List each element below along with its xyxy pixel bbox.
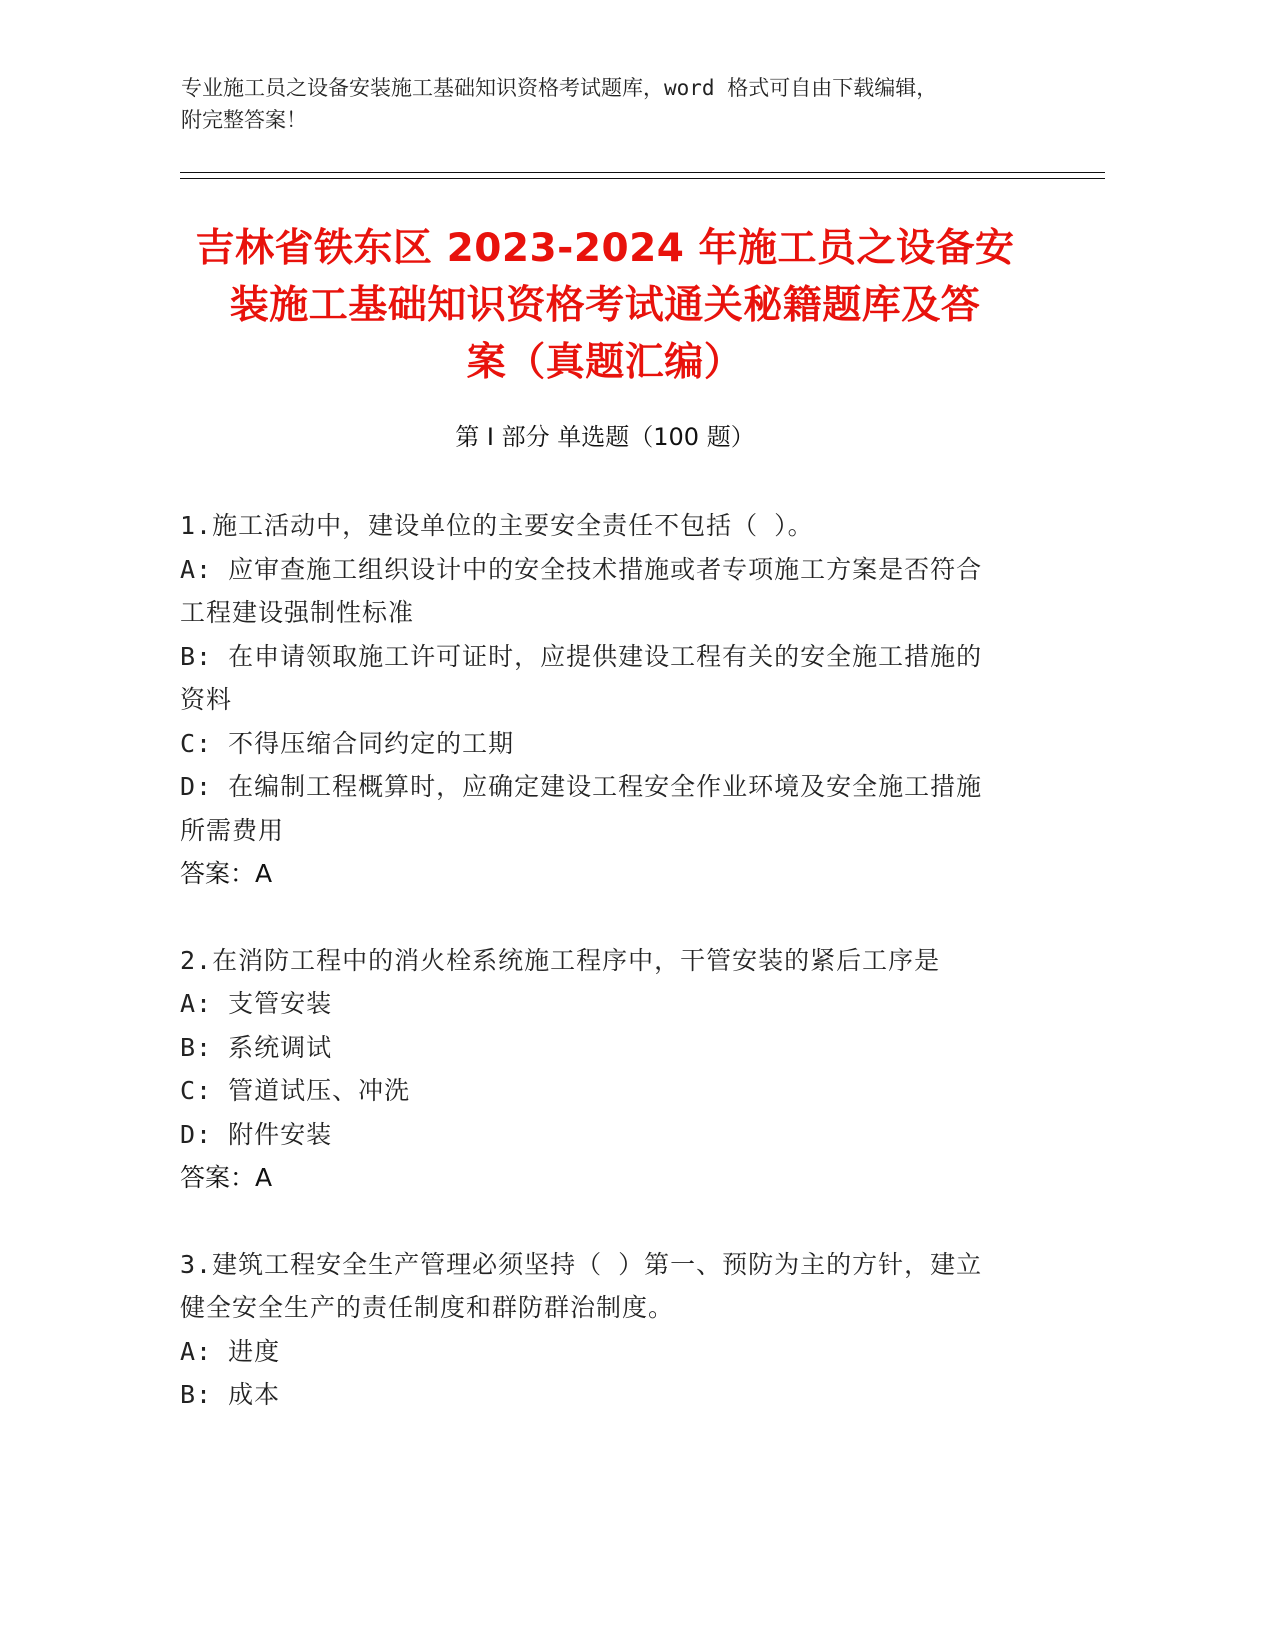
question-option-line: A: 进度 bbox=[180, 1336, 281, 1366]
question-option bbox=[180, 1330, 1030, 1374]
question-option bbox=[180, 765, 1030, 852]
question-option-line: A: 应审查施工组织设计中的安全技术措施或者专项施工方案是否符合 bbox=[180, 554, 983, 584]
header-note-line-1: 专业施工员之设备安装施工基础知识资格考试题库，word 格式可自由下载编辑， bbox=[181, 76, 938, 100]
document-title-line-2: 装施工基础知识资格考试通关秘籍题库及答 bbox=[229, 283, 981, 328]
question-1 bbox=[180, 504, 1030, 896]
question-option bbox=[180, 982, 1030, 1026]
question-option bbox=[180, 1069, 1030, 1113]
question-option-line: B: 在申请领取施工许可证时，应提供建设工程有关的安全施工措施的 bbox=[180, 641, 983, 671]
header-rule-top bbox=[180, 172, 1105, 173]
question-list bbox=[180, 504, 1030, 1460]
question-option-line: B: 系统调试 bbox=[180, 1032, 333, 1062]
question-option-line: C: 管道试压、冲洗 bbox=[180, 1076, 411, 1105]
header-note bbox=[181, 72, 1061, 136]
header-rule-bottom bbox=[180, 178, 1105, 179]
question-option-line: C: 不得压缩合同约定的工期 bbox=[180, 728, 515, 758]
question-stem-line: 2.在消防工程中的消火栓系统施工程序中，干管安装的紧后工序是 bbox=[180, 945, 941, 975]
question-2 bbox=[180, 939, 1030, 1200]
header-note-line-2: 附完整答案！ bbox=[181, 108, 307, 132]
question-option-line: B: 成本 bbox=[180, 1380, 281, 1409]
question-answer: 答案：A bbox=[180, 859, 273, 888]
question-option-line: 资料 bbox=[180, 685, 233, 714]
question-stem-line: 1.施工活动中，建设单位的主要安全责任不包括（ ）。 bbox=[180, 511, 814, 540]
document-title bbox=[180, 220, 1030, 391]
question-3 bbox=[180, 1243, 1030, 1417]
question-stem-line: 3.建筑工程安全生产管理必须坚持（ ）第一、预防为主的方针，建立 bbox=[180, 1249, 983, 1279]
question-option-line: 工程建设强制性标准 bbox=[180, 598, 415, 627]
question-option-line: A: 支管安装 bbox=[180, 989, 333, 1018]
question-option bbox=[180, 722, 1030, 766]
question-option bbox=[180, 1373, 1030, 1417]
question-option bbox=[180, 1113, 1030, 1157]
question-option-line: 所需费用 bbox=[180, 815, 285, 845]
question-stem-line: 健全安全生产的责任制度和群防群治制度。 bbox=[180, 1293, 675, 1322]
question-option bbox=[180, 635, 1030, 722]
question-option-line: D: 附件安装 bbox=[180, 1119, 333, 1149]
question-option-line: D: 在编制工程概算时，应确定建设工程安全作业环境及安全施工措施 bbox=[180, 772, 983, 801]
question-answer: 答案：A bbox=[180, 1163, 273, 1192]
document-title-line-3: 案（真题汇编） bbox=[466, 340, 744, 385]
section-title: 第 I 部分 单选题（100 题） bbox=[455, 423, 755, 451]
document-title-line-1: 吉林省铁东区 2023-2024 年施工员之设备安 bbox=[195, 226, 1015, 271]
question-option bbox=[180, 548, 1030, 635]
question-option bbox=[180, 1026, 1030, 1070]
